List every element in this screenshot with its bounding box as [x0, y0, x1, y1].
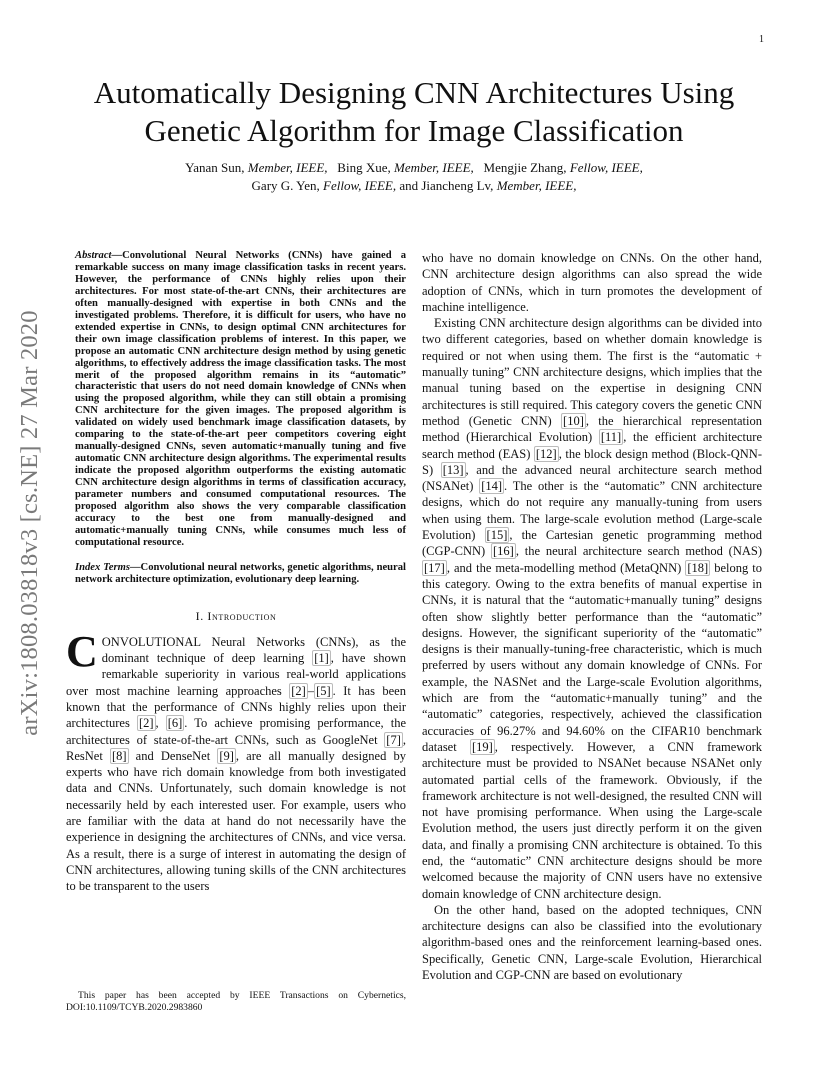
author-role: Fellow, IEEE, [569, 160, 643, 175]
text-run: , the neural architecture search method (NAS) [515, 544, 762, 559]
arxiv-stamp-text: arXiv:1808.03818v3 [cs.NE] 27 Mar 2020 [16, 310, 43, 736]
index-terms-text: —Convolutional neural networks, genetic algorithms, neural network architecture optimization, evolutionary deep learning. [75, 561, 406, 586]
arxiv-stamp [10, 283, 50, 763]
author-line-1 [60, 159, 768, 177]
section-heading [66, 608, 406, 624]
paper-title: Automatically Designing CNN Architectures Using Genetic Algorithm for Image Classification [93, 75, 735, 148]
citation-link[interactable]: [8] [111, 748, 127, 763]
citation-link[interactable]: [18] [687, 560, 709, 575]
footnote [66, 990, 406, 1013]
author-name: and Jiancheng Lv, [399, 178, 494, 193]
citation-link[interactable]: [9] [219, 748, 234, 763]
author-name: Bing Xue, [337, 160, 391, 175]
text-run: , the hierarchical representation method (Hierarchical Evolution) [422, 413, 762, 445]
abstract [66, 250, 406, 549]
page-number: 1 [759, 34, 764, 45]
left-column [66, 250, 406, 894]
author-line-2 [60, 177, 768, 195]
citation-link[interactable]: [2] [291, 683, 306, 698]
author-role: Member, IEEE, [496, 178, 577, 193]
intro-paragraph-1 [66, 626, 406, 895]
citation-link[interactable]: [10] [563, 413, 584, 428]
text-run: , the efficient architecture search method (EAS) [422, 430, 762, 461]
author-name: Gary G. Yen, [251, 178, 320, 193]
author-name: Mengjie Zhang, [483, 160, 567, 175]
text-run: , and the advanced neural architecture search method (NSANet) [422, 462, 762, 494]
text-run: . The other is the “automatic” CNN architecture designs, which do not require any manually-tuning from users when using them. The large-scale evolution method (Large-scale Evolution) [422, 479, 762, 543]
author-role: Member, IEEE, [247, 160, 328, 175]
citation-link[interactable]: [6] [167, 716, 183, 731]
author-name: Yanan Sun, [185, 160, 245, 175]
citation-link[interactable]: [17] [424, 560, 445, 575]
text-run: , [155, 716, 166, 731]
citation-link[interactable]: [1] [314, 651, 329, 666]
author-role: Member, IEEE, [393, 160, 474, 175]
intro-paragraph-continued: who have no domain knowledge on CNNs. On the other hand, CNN architecture design algorithms can also spread the wide adoption of CNNs, which in turn promotes the development of machine intelligence. [422, 251, 762, 314]
text-run: and DenseNet [128, 748, 218, 763]
text-run: , the block design method (Block-QNN-S) [422, 446, 762, 477]
citation-link[interactable]: [13] [442, 462, 464, 477]
text-run: , ResNet [66, 732, 406, 763]
author-list [60, 159, 768, 195]
citation-link[interactable]: [15] [486, 528, 508, 543]
drop-cap: C [66, 626, 98, 676]
citation-link[interactable]: [2] [138, 716, 154, 731]
text-run: , the Cartesian genetic programming method (CGP-CNN) [422, 528, 762, 559]
text-run: ONVOLUTIONAL Neural Networks (CNNs), as the dominant technique of deep learning [101, 634, 406, 666]
citation-link[interactable]: [11] [600, 430, 622, 445]
citation-link[interactable]: [7] [386, 732, 401, 747]
citation-link[interactable]: [14] [481, 479, 503, 494]
footnote-text: This paper has been accepted by IEEE Transactions on Cybernetics, DOI:10.1109/TCYB.2020.2983860 [66, 990, 406, 1013]
abstract-text: —Convolutional Neural Networks (CNNs) have gained a remarkable success on many image classification tasks in recent years. However, the performance of CNNs highly relies upon their architectures. For most state-of-the-art CNNs, their architectures are often manually-designed with expertise in both CNNs and the investigated problems. Therefore, it is difficult for users, who have no extended expertise in CNNs, to design optimal CNN architectures for their own image classification problems of interest. In this paper, we propose an automatic CNN architecture design method by using genetic algorithms, to effectively address the image classification tasks. The most merit of the proposed algorithm remains in its “automatic” characteristic that users do not need domain knowledge of CNNs when using the proposed algorithm, while they can still obtain a promising CNN architecture for the given images. The proposed algorithm is validated on widely used benchmark image classification datasets, by comparing to the state-of-the-art peer competitors covering eight manually-designed CNNs, seven automatic+manually tuning and five automatic CNN architecture design algorithms. The experimental results indicate the proposed algorithm outperforms the existing automatic CNN architecture design algorithms in terms of classification accuracy, parameter numbers and consumed computational resources. The proposed algorithm also shows the very comparable classification accuracy to the best one from manually-designed and automatic+manually tuning CNNs, while consumes much less of computational resource. [75, 250, 406, 548]
citation-link[interactable]: [16] [493, 544, 514, 559]
text-run: , are all manually designed by experts who have rich domain knowledge from both investigated data and CNNs. Unfortunately, such domain knowledge is not necessarily held by each interested user. For example, users who are familiar with the data at hand do not necessarily have the experience in designing the architectures of CNNs, and vice versa. As a result, there is a surge of interest in automating the design of CNN architectures, allowing tuning skills of the CNN architectures to be transparent to the users [66, 748, 406, 894]
section-title: Introduction [207, 609, 277, 624]
citation-link[interactable]: [12] [535, 446, 557, 461]
text-run: , have shown remarkable superiority in various real-world applications over most machine learning approaches [66, 651, 406, 698]
right-column [422, 250, 762, 983]
text-run: Existing CNN architecture design algorithms can be divided into two different categories, based on whether domain knowledge is required or not when using them. The first is the “automatic + manually tuning” CNN architecture designs, which implies that the manual tuning based on the expertise in designing CNN architectures is still required. This category covers the genetic CNN method (Genetic CNN) [422, 316, 762, 428]
text-run: , respectively. However, a CNN framework architecture must be provided to NSANet because NSANet only automated partial cells of the framework. Obviously, if the framework architecture is not well-designed, the resulted CNN will not have promising performance. When using the Large-scale Evolution method, the users just directly perform it on the given data, and finally a promising CNN architecture is obtained. To this end, the “automatic” CNN architecture designs should be more welcomed because the majority of CNN users have no extensive domain knowledge of CNN architecture design. [422, 739, 762, 901]
abstract-label: Abstract [75, 250, 112, 261]
citation-link[interactable]: [5] [316, 683, 331, 698]
author-role: Fellow, IEEE, [323, 178, 397, 193]
text-run: – [307, 683, 315, 698]
text-run: . It has been known that the performance of CNNs highly relies upon their architectures [66, 683, 406, 731]
index-terms-label: Index Terms [75, 561, 130, 573]
intro-paragraph-2 [422, 315, 762, 902]
text-run: . To achieve promising performance, the architectures of state-of-the-art CNNs, such as GoogleNet [66, 716, 406, 747]
section-numeral: I. [195, 609, 204, 624]
text-run: , and the meta-modelling method (MetaQNN) [446, 560, 686, 575]
intro-paragraph-3: On the other hand, based on the adopted techniques, CNN architecture designs can also be classified into the evolutionary algorithm-based ones and the reinforcement learning-based ones. Specifically, Genetic CNN, Large-scale Evolution, Hierarchical Evolution and CGP-CNN are based on evolutionary [422, 902, 762, 983]
index-terms [66, 562, 406, 587]
text-run: belong to this category. Owing to the extra benefits of manual expertise in CNNs, it is natural that the “automatic+manually tuning” designs often show slightly better performance than the “automatic” designs. However, the significant superiority of the “automatic” designs is their manually-tuning-free characteristic, which is much preferred by users without any domain knowledge of CNNs. For example, the NASNet and the Large-scale Evolution algorithms, which are from the “automatic+manually tuning” and the “automatic” categories, respectively, achieved the classification accuracies of 96.27% and 94.60% on the CIFAR10 benchmark dataset [422, 560, 762, 754]
citation-link[interactable]: [19] [471, 739, 493, 754]
